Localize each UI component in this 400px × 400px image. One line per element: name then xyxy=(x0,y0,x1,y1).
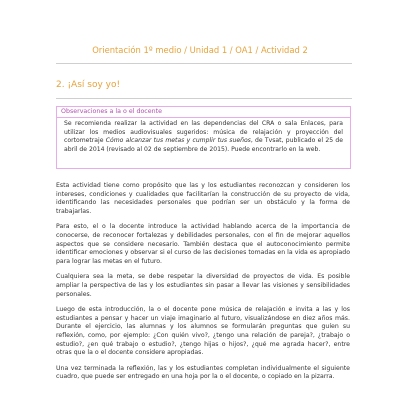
header-divider xyxy=(56,63,352,64)
section-divider xyxy=(56,98,352,99)
paragraph-table-instructions: Una vez terminada la reflexión, las y los estudiantes completan individualmente el siguiente cuadro, que puede ser entregado en una hoja por la o el docente, o copiado en la pizarra. xyxy=(56,364,350,381)
teacher-observations-title: Observaciones a la o el docente xyxy=(57,107,350,118)
section-title: 2. ¡Así soy yo! xyxy=(56,80,121,90)
paragraph-imaginary-trip: Luego de esta introducción, la o el docente pone música de relajación e invita a las y los estudiantes a pensar y hacer un viaje imaginario al futuro, visualizándose en diez años más. Durante el ejercicio, las alumnas y los alumnos se formularán preguntas que guíen su reflexión, como, por ejemplo: ¿Con quién vivo?, ¿tengo una relación de pareja?, ¿trabajo o estudio?, ¿en qué trabajo o estudio?, ¿tengo hijas o hijos?, ¿qué me agrada hacer?, entre otras que la o el docente considere apropiadas. xyxy=(56,305,350,357)
paragraph-introduction: Para esto, el o la docente introduce la actividad hablando acerca de la importancia de conocerse, de reconocer fortalezas y debilidades personales, con el fin de mejorar aquellos aspectos que se considere necesario. También destaca que el autoconocimiento permite identificar emociones y observar si el curso de las decisiones tomadas en la vida es apropiado para lograr las metas en el futuro. xyxy=(56,223,350,266)
paragraph-diversity: Cualquiera sea la meta, se debe respetar la diversidad de proyectos de vida. Es posible ampliar la perspectiva de las y los estudiantes sin pasar a llevar las visiones y sensibilidades personales. xyxy=(56,273,350,298)
observations-text-end: , de Tvsat, publicado el 25 de abril de 2014 (revisado al 02 de septiembre de 2015). Puede encontrarlo en la web. xyxy=(64,137,343,153)
paragraph-purpose: Esta actividad tiene como propósito que las y los estudiantes reconozcan y consideren los intereses, condiciones y cualidades que facilitarían la construcción de su proyecto de vida, identificando las necesidades personales que podrían ser un obstáculo y la forma de trabajarlas. xyxy=(56,182,350,216)
video-title: Cómo alcanzar tus metas y cumplir tus sueños xyxy=(105,137,251,145)
teacher-observations-text xyxy=(57,118,350,154)
breadcrumb: Orientación 1º medio / Unidad 1 / OA1 / Actividad 2 xyxy=(92,45,308,55)
observations-text-start: Se recomienda realizar la actividad en las dependencias del CRA o sala Enlaces, para utilizar los medios audiovisuales sugeridos: música de relajación y proyección del cortometraje xyxy=(64,120,343,145)
activity-content xyxy=(56,182,350,389)
teacher-observations-box xyxy=(56,106,351,169)
